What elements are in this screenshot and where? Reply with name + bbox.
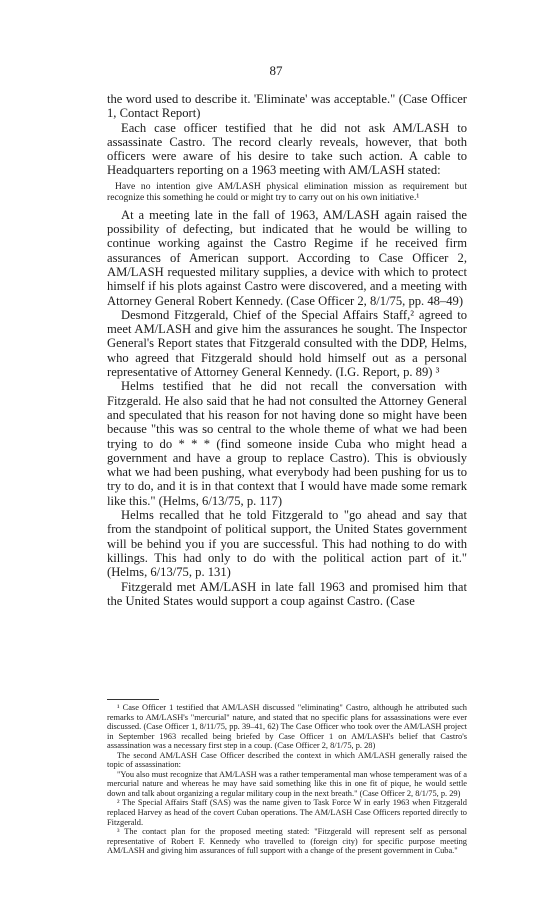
page-number: 87 [269, 63, 283, 78]
paragraph-continuation: the word used to describe it. 'Eliminate' was acceptable." (Case Officer 1, Contact Report) [107, 92, 467, 121]
footnotes [107, 703, 467, 856]
footnote-1-quote: "You also must recognize that AM/LASH was a rather temperamental man whose temperament was of a mercurial nature and whereas he may have said something like this in one fit of pique, he would settle down and talk about organizing a regular military coup in the next breath." (Case Officer 2, 8/1/75, p. 29) [107, 769, 467, 798]
footnote-divider [107, 699, 159, 700]
paragraph-fitzgerald-met: Fitzgerald met AM/LASH in late fall 1963 and promised him that the United States would support a coup against Castro. (Case [107, 579, 467, 608]
paragraph-fitzgerald: Desmond Fitzgerald, Chief of the Special Affairs Staff,² agreed to meet AM/LASH and give him the assurances he sought. The Inspector General's Report states that Fitzgerald consulted with the DDP, Helms, who agreed that Fitzgerald should hold himself out as a personal representative of Attorney General Kennedy. (I.G. Report, p. 89) ³ [107, 307, 467, 380]
paragraph-case-officers: Each case officer testified that he did not ask AM/LASH to assassinate Castro. The record clearly reveals, however, that both officers were aware of his desire to take such action. A cable to Headquarters reporting on a 1963 meeting with AM/LASH stated: [107, 120, 467, 178]
footnote-1: ¹ Case Officer 1 testified that AM/LASH discussed "eliminating" Castro, although he attributed such remarks to AM/LASH's "mercurial" nature, and stated that no specific plans for assassinations were ever discussed. (Case Officer 1, 8/11/75, pp. 39–41, 62) The Case Officer who took over the AM/LASH project in September 1963 recalled being briefed by Case Officer 1 on AM/LASH's belief that Castro's assassination was a necessary first step in a coup. (Case Officer 2, 8/1/75, p. 28) [107, 703, 467, 751]
paragraph-helms-recall: Helms recalled that he told Fitzgerald to "go ahead and say that from the standpoint of political support, the United States government will be behind you if you are successful. This had nothing to do with killings. This had only to do with the political action part of it." (Helms, 6/13/75, p. 131) [107, 508, 467, 580]
footnote-2: ² The Special Affairs Staff (SAS) was the name given to Task Force W in early 1963 when Fitzgerald replaced Harvey as head of the covert Cuban operations. The AM/LASH Case Officers reported directly to Fitzgerald. [107, 798, 467, 827]
main-text [107, 92, 467, 608]
footnote-3: ³ The contact plan for the proposed meeting stated: "Fitzgerald will represent self as personal representative of Robert F. Kennedy who travelled to (foreign city) for specific purpose meeting AM/LASH and giving him assurances of full support with a change of the present government in Cuba." [107, 827, 467, 856]
cable-quote: Have no intention give AM/LASH physical elimination mission as requirement but recognize this something he could or might try to carry out on his own initiative.¹ [107, 180, 467, 204]
footnote-1-context: The second AM/LASH Case Officer described the context in which AM/LASH generally raised the topic of assassination: [107, 750, 467, 770]
paragraph-helms-testimony: Helms testified that he did not recall the conversation with Fitzgerald. He also said that he had not consulted the Attorney General and speculated that his reason for not having done so might have been because "this was so central to the whole theme of what we had been trying to do * * * (find someone inside Cuba who might head a government and have a group to replace Castro). This is obviously what we had been pushing, what everybody had been pushing for us to try to do, and it is in that context that I would have made some remark like this." (Helms, 6/13/75, p. 117) [107, 379, 467, 508]
paragraph-meeting-fall-1963: At a meeting late in the fall of 1963, AM/LASH again raised the possibility of defecting, but indicated that he would be willing to continue working against the Castro Regime if he received firm assurances of American support. According to Case Officer 2, AM/LASH requested military supplies, a device with which to protect himself if his plots against Castro were discovered, and a meeting with Attorney General Robert Kennedy. (Case Officer 2, 8/1/75, pp. 48–49) [107, 207, 467, 308]
